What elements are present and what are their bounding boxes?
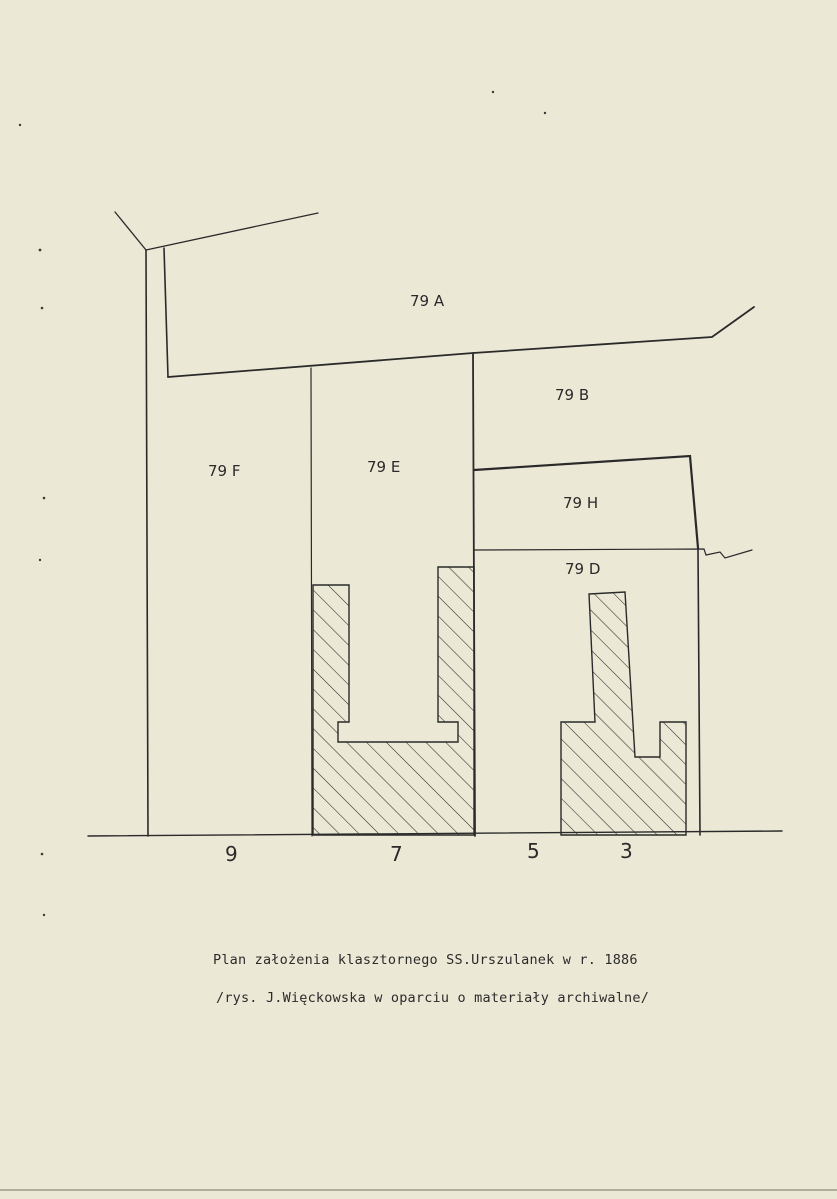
- lot-label-79h: 79 H: [563, 494, 599, 512]
- lot-label-79f: 79 F: [208, 462, 241, 480]
- lot-label-79a: 79 A: [410, 292, 445, 310]
- caption-title: Plan założenia klasztornego SS.Urszulanek w r. 1886: [213, 952, 638, 968]
- boundary-line: [698, 549, 700, 835]
- building-hatched: [313, 567, 686, 835]
- street-number-3: 3: [620, 839, 633, 863]
- building-d: [561, 592, 686, 835]
- lot-label-79b: 79 B: [555, 386, 590, 404]
- boundary-line: [164, 248, 168, 377]
- boundary-line: [168, 307, 754, 377]
- building-e: [313, 567, 474, 835]
- caption-credit: /rys. J.Więckowska w oparciu o materiały archiwalne/: [216, 990, 650, 1006]
- lot-label-79e: 79 E: [367, 458, 401, 476]
- lot-labels: [208, 292, 600, 578]
- boundary-line: [311, 368, 312, 836]
- street-number-5: 5: [527, 839, 540, 863]
- street-numbers: [225, 839, 633, 866]
- boundary-line: [146, 250, 148, 836]
- boundary-line: [115, 212, 146, 250]
- boundary-line: [474, 549, 752, 558]
- street-number-7: 7: [390, 842, 403, 866]
- boundary-line: [146, 213, 318, 250]
- street-number-9: 9: [225, 842, 238, 866]
- lot-label-79d: 79 D: [565, 560, 601, 578]
